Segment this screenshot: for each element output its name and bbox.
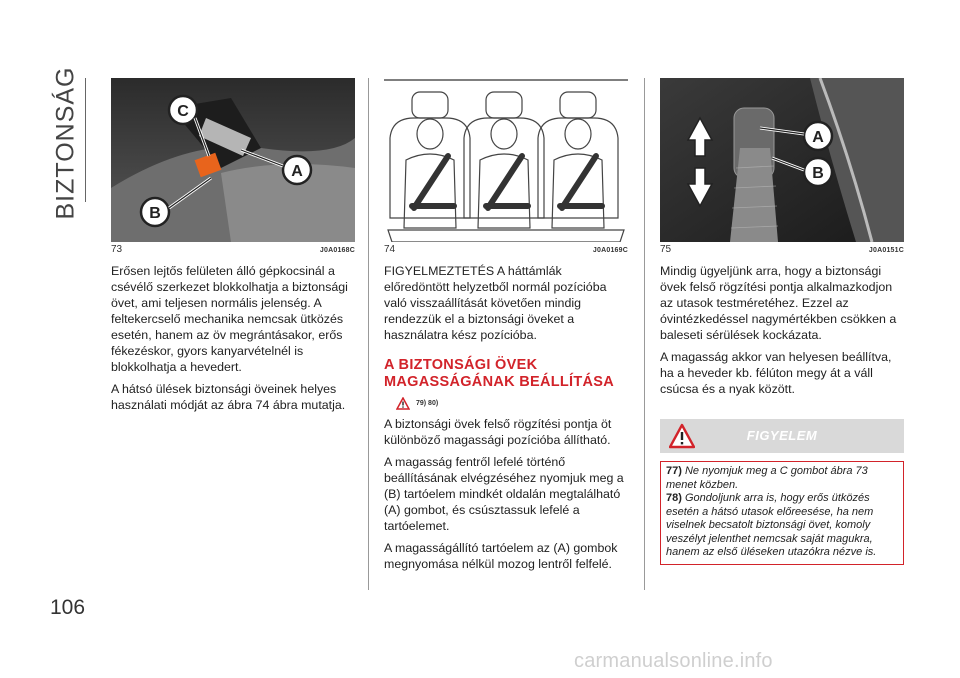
paragraph: A biztonsági övek felső rögzítési pontja öt különböző magassági pozícióba állítható.	[384, 417, 612, 447]
section-heading: A BIZTONSÁGI ÖVEK MAGASSÁGÁNAK BEÁLLÍTÁSA	[384, 357, 615, 390]
figure-caption	[660, 244, 904, 255]
warning-item	[666, 492, 898, 560]
warning-text: Ne nyomjuk meg a C gombot ábra 73 menet közben.	[666, 465, 868, 491]
column-divider	[644, 78, 645, 590]
warning-references	[396, 397, 628, 410]
figure-74	[384, 78, 628, 242]
paragraph: A magasság akkor van helyesen beállítva, ha a heveder kb. félúton megy át a váll csúcsa és a nyak között.	[660, 350, 892, 396]
warning-number: 78)	[666, 492, 682, 504]
callout-a: A	[291, 163, 303, 180]
figure-caption	[384, 244, 628, 255]
figure-73	[111, 78, 355, 242]
figure-number: 74	[384, 244, 396, 255]
warning-triangle-icon	[396, 397, 410, 410]
callout-a: A	[812, 129, 824, 146]
column-1	[111, 78, 355, 413]
callout-b: B	[812, 165, 824, 182]
figure-number: 75	[660, 244, 672, 255]
column-3	[660, 78, 904, 565]
rear-seats-illustration	[384, 78, 628, 242]
warning-item	[666, 465, 898, 492]
section-title: BIZTONSÁG	[51, 66, 80, 220]
warning-title: FIGYELEM	[746, 428, 818, 443]
figure-caption	[111, 244, 355, 255]
figure-number: 73	[111, 244, 123, 255]
reference-numbers: 79) 80)	[416, 400, 439, 407]
figure-code: J0A0168C	[319, 247, 355, 254]
callout-c: C	[177, 103, 189, 120]
belt-height-adjuster-photo	[660, 78, 904, 242]
section-title-rule	[85, 78, 86, 202]
paragraph: Erősen lejtős felületen álló gépkocsinál a csévélő szerkezet blokkolhatja a biztonsági övet, ami teljesen normális jelenség. A feltekercselő mechanika nemcsak ütközés esetén, hanem az öv megrántásakor, erős fékezéskor, gyors kanyarvételnél is blokkolhatja a hevedert.	[111, 264, 348, 374]
column-divider	[368, 78, 369, 590]
warning-header	[660, 419, 904, 453]
warning-number: 77)	[666, 465, 682, 477]
paragraph: Mindig ügyeljünk arra, hogy a biztonsági övek felső rögzítési pontja alkalmazkodjon az utasok testméretéhez. Ezzel az óvintézkedéssel nagymértékben csökken a baleseti sérülések kockázata.	[660, 264, 897, 342]
figure-code: J0A0169C	[592, 247, 628, 254]
warning-note: FIGYELMEZTETÉS A háttámlák előredöntött helyzetből normál pozícióba való visszaállítását követően mindig rendezzük el a biztonsági öveket a használatra kész pozícióba.	[384, 264, 607, 342]
figure-code: J0A0151C	[868, 247, 904, 254]
warning-text: Gondoljunk arra is, hogy erős ütközés esetén a hátsó utasok előreesése, ha nem viselnek becsatolt biztonsági övet, komoly veszélyt jelenthet nemcsak saját magukra, hanem az első üléseken utazókra nézve is.	[666, 492, 877, 558]
watermark: carmanualsonline.info	[574, 650, 773, 672]
seatbelt-buckle-photo	[111, 78, 355, 242]
callout-b: B	[149, 205, 161, 222]
warning-box	[660, 461, 904, 565]
paragraph: A magasság fentről lefelé történő beállításának elvégzéséhez nyomjuk meg a (B) tartóelem mindkét oldalán megtalálható (A) gombot, és csúsztassuk lefelé a tartóelemet.	[384, 455, 624, 533]
figure-75	[660, 78, 904, 242]
column-2	[384, 78, 628, 572]
page-number: 106	[50, 596, 86, 619]
paragraph: A hátsó ülések biztonsági öveinek helyes használati módját az ábra 74 ábra mutatja.	[111, 382, 346, 412]
paragraph: A magasságállító tartóelem az (A) gombok megnyomása nélkül mozog lentről felfelé.	[384, 541, 618, 571]
